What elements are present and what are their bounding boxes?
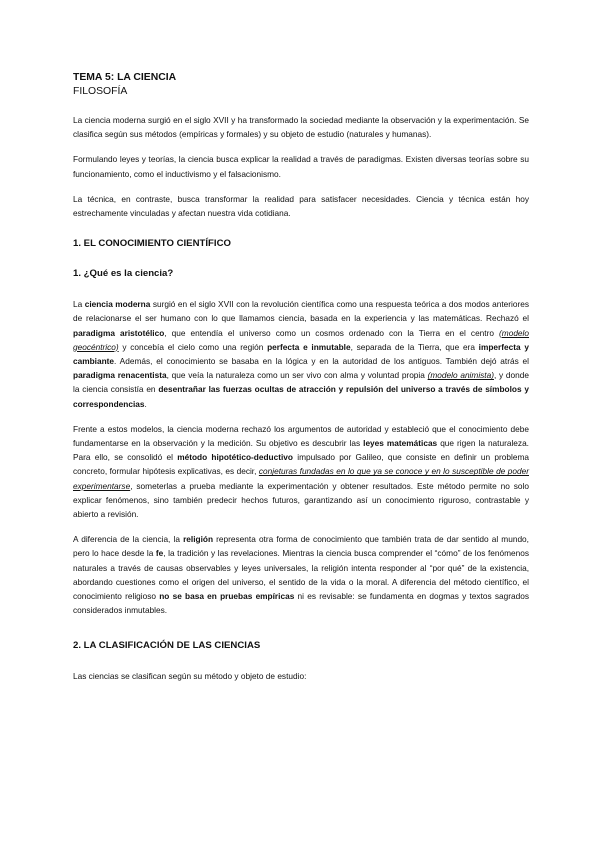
bold-run: leyes matemáticas bbox=[363, 438, 438, 449]
text-run: , someterlas a prueba mediante la experimentación y obtener resultados. Este método permite no solo explicar fenómenos, sino también predecir hechos futuros, garantizando así un conocimiento riguroso, contrastable y abierto a revisión. bbox=[73, 480, 529, 520]
text-run: y concebía el cielo como una región bbox=[118, 341, 268, 352]
bold-run: religión bbox=[183, 534, 214, 545]
text-run: que rigen la naturaleza. Para ello, se consolidó el bbox=[73, 438, 529, 463]
bold-run: ciencia moderna bbox=[84, 299, 151, 310]
subsection-1-heading: 1. ¿Qué es la ciencia? bbox=[73, 268, 174, 280]
text-run: ni es revisable: se fundamenta en dogmas y textos sagrados considerados inmutables. bbox=[73, 591, 529, 616]
bold-run: paradigma aristotélico bbox=[73, 327, 165, 338]
text-run: . bbox=[144, 398, 147, 409]
bold-run: perfecta e inmutable bbox=[267, 341, 351, 352]
text-run: , separada de la Tierra, que era bbox=[350, 341, 479, 352]
bold-run: paradigma renacentista bbox=[73, 370, 167, 381]
underlined-run: conjeturas fundadas en lo que ya se conoce y en lo susceptible de poder experimentarse bbox=[73, 466, 529, 491]
text-run: , la tradición y las revelaciones. Mientras la ciencia busca comprender el “cómo” de los fenómenos naturales a través de causas observables y leyes universales, la religión intenta responder al “por qué” de la existencia, abordando cuestiones como el origen del universo, el sentido de la vida o la moral. A diferencia del método científico, el conocimiento religioso bbox=[73, 548, 529, 602]
bold-run: método hipotético-deductivo bbox=[177, 452, 293, 463]
section-2-intro: Las ciencias se clasifican según su método y objeto de estudio: bbox=[73, 671, 307, 682]
intro-paragraph-3: La técnica, en contraste, busca transformar la realidad para satisfacer necesidades. Ciencia y técnica están hoy estrechamente vinculadas y afectan nuestra vida cotidiana. bbox=[73, 193, 529, 219]
text-run: , que entendía el universo como un cosmos ordenado con la Tierra en el centro bbox=[164, 327, 500, 338]
bold-run: imperfecta y cambiante bbox=[73, 341, 529, 367]
text-run: La bbox=[73, 299, 85, 310]
section-2-heading: 2. LA CLASIFICACIÓN DE LAS CIENCIAS bbox=[73, 640, 261, 652]
bold-run: no se basa en pruebas empíricas bbox=[159, 591, 295, 602]
text-run: . Además, el conocimiento se basaba en la lógica y en la autoridad de los antiguos. También dejó atrás el bbox=[114, 356, 529, 367]
document-subtitle: FILOSOFÍA bbox=[73, 86, 128, 97]
intro-paragraph-2: Formulando leyes y teorías, la ciencia busca explicar la realidad a través de paradigmas. Existen diversas teorías sobre su funcionamiento, como el inductivismo y el falsacionismo. bbox=[73, 154, 529, 179]
document-content bbox=[73, 71, 529, 695]
text-run: , que veía la naturaleza como un ser vivo con alma y voluntad propia bbox=[166, 370, 428, 381]
text-run: representa otra forma de conocimiento que también trata de dar sentido al mundo, pero lo hace desde la bbox=[73, 534, 529, 559]
text-run: A diferencia de la ciencia, la bbox=[73, 534, 184, 545]
science-paragraph-1 bbox=[73, 297, 529, 411]
bold-run: fe bbox=[155, 548, 164, 559]
section-1-heading: 1. EL CONOCIMIENTO CIENTÍFICO bbox=[73, 238, 231, 250]
text-run: Frente a estos modelos, la ciencia moderna rechazó los argumentos de autoridad y estableció que el conocimiento debe fundamentarse en la observación y la medición. Su objetivo es descubrir las bbox=[73, 423, 529, 449]
underlined-run: (modelo animista) bbox=[427, 370, 494, 381]
text-run: , y donde la ciencia consistía en bbox=[73, 370, 529, 395]
document-title: TEMA 5: LA CIENCIA bbox=[73, 72, 177, 83]
bold-run: desentrañar las fuerzas ocultas de atracción y repulsión del universo a través de símbolos y correspondencias bbox=[73, 384, 529, 409]
science-paragraph-2 bbox=[73, 422, 529, 521]
intro-paragraph-1: La ciencia moderna surgió en el siglo XVII y ha transformado la sociedad mediante la observación y la experimentación. Se clasifica según sus métodos (empíricas y formales) y su objeto de estudio (naturales y humanas). bbox=[73, 115, 529, 140]
underlined-run: (modelo geocéntrico) bbox=[73, 327, 530, 352]
science-paragraph-3 bbox=[73, 532, 529, 617]
text-run: surgió en el siglo XVII con la revolución científica como una respuesta teórica a dos modos anteriores de relacionarse el ser humano con lo que llamamos ciencia, basada en la experiencia y las matemáticas. Rechazó el bbox=[73, 299, 529, 324]
text-run: impulsado por Galileo, que consiste en definir un problema concreto, formular hipótesis explicativas, es decir, bbox=[73, 452, 529, 477]
